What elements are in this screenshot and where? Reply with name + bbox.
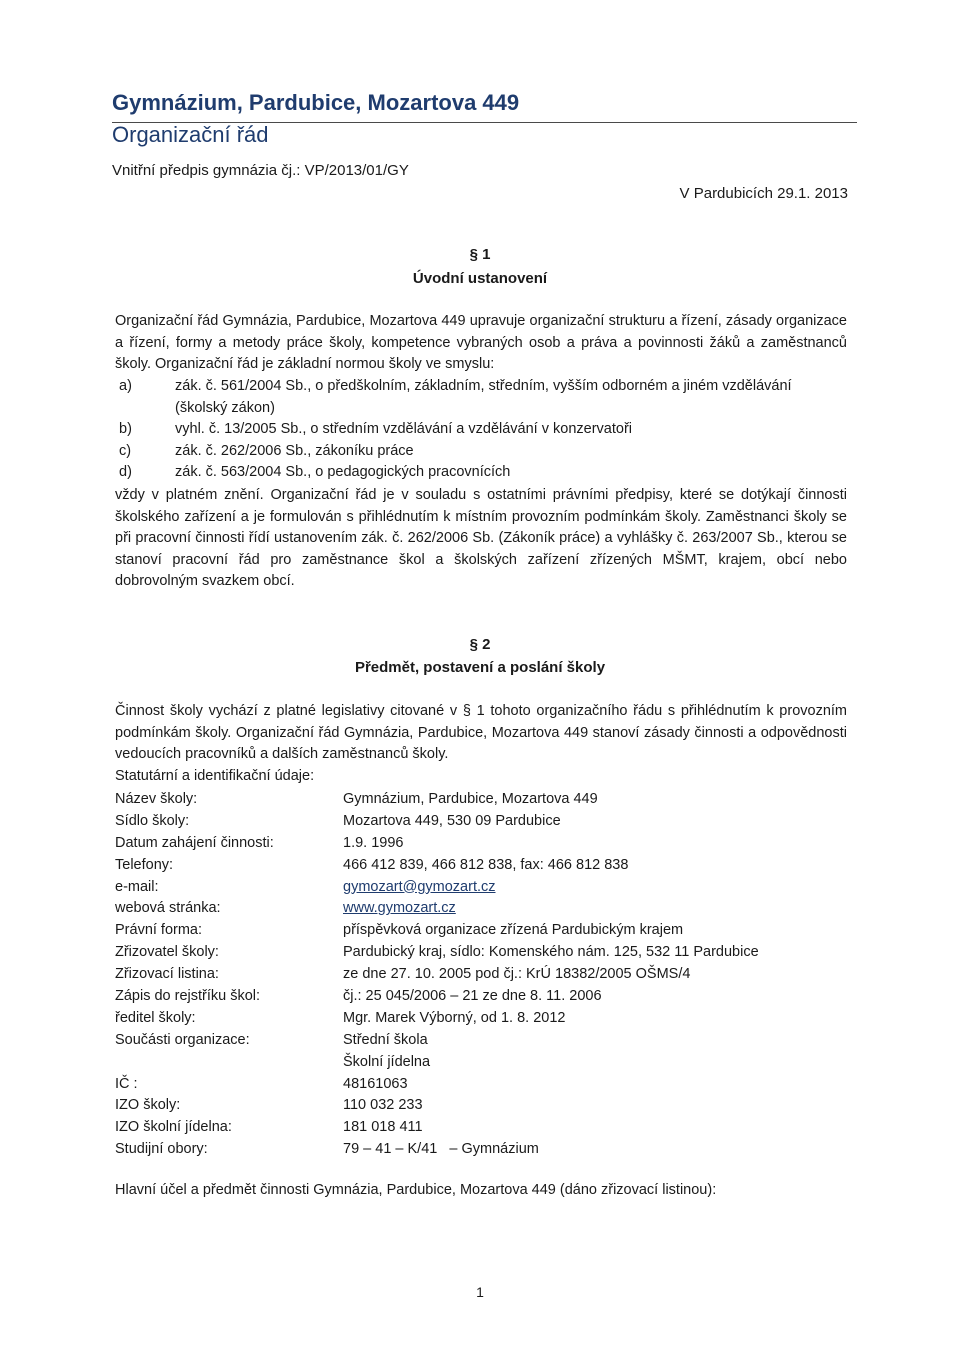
info-row [115,985,847,1007]
info-row [115,1051,847,1073]
info-label: webová stránka: [115,900,221,917]
info-value: 1.9. 1996 [343,834,404,851]
section-1-closing: vždy v platném znění. Organizační řád je v souladu s ostatními právními předpisy, které se dotýkají činnosti školského zařízení a je formulován s přihlédnutím k místním provozním podmínkám školy. Zaměstnanci školy se při pracovní činnosti řídí ustanovením zák. č. 262/2006 Sb. (Zákoník práce) a vyhlášky č. 263/2007 Sb., kterou se stanoví pracovní řád pro zaměstnance škol a školských zařízení zřízených MŠMT, krajem, obcí nebo dobrovolným svazkem obcí. [115,487,847,589]
place-and-date: V Pardubicích 29.1. 2013 [679,185,848,202]
section-1-intro: Organizační řád Gymnázia, Pardubice, Mozartova 449 upravuje organizační strukturu a řízení, zásady organizace a řízení, formy a metody práce školy, kompetence vybraných osob a práva a povinnosti žáků a zaměstnanců školy. Organizační řád je základní normou školy ve smyslu: [115,313,847,372]
info-value: Pardubický kraj, sídlo: Komenského nám. 125, 532 11 Pardubice [343,944,759,961]
info-row [115,810,847,832]
law-text: zák. č. 262/2006 Sb., zákoníku práce [175,442,414,459]
info-value: 79 – 41 – K/41 – Gymnázium [343,1141,539,1158]
info-row [115,788,847,810]
info-row [115,897,847,919]
law-marker: a) [119,378,132,394]
info-value: Gymnázium, Pardubice, Mozartova 449 [343,790,598,807]
info-label: Název školy: [115,790,198,807]
info-label: Studijní obory: [115,1141,208,1158]
info-value: 48161063 [343,1075,408,1092]
identification-table [115,788,847,1160]
info-row [115,1073,847,1095]
law-text: zák. č. 563/2004 Sb., o pedagogických pracovnících [175,464,511,480]
info-label: Telefony: [115,856,174,873]
info-row [115,1007,847,1029]
page-number: 1 [476,1284,484,1300]
info-row [115,919,847,941]
info-row [115,832,847,854]
info-row [115,1094,847,1116]
law-list [115,376,847,484]
info-label: Zřizovací listina: [115,966,219,983]
info-value: Mozartova 449, 530 09 Pardubice [343,812,561,829]
info-row [115,1116,847,1138]
info-value: 466 412 839, 466 812 838, fax: 466 812 838 [343,856,629,873]
law-marker: d) [119,464,132,480]
info-row [115,1029,847,1051]
law-item [115,419,847,441]
info-row [115,876,847,898]
info-value: 110 032 233 [343,1097,423,1114]
info-label: Zápis do rejstříku škol: [115,987,261,1004]
info-row [115,854,847,876]
info-value: 181 018 411 [343,1119,423,1136]
info-label: ředitel školy: [115,1009,196,1026]
info-row [115,963,847,985]
info-row [115,1138,847,1160]
info-label: Sídlo školy: [115,812,190,829]
section-2-title: Předmět, postavení a poslání školy [354,659,606,676]
email-link[interactable]: gymozart@gymozart.cz [343,878,496,895]
info-value: Školní jídelna [343,1053,431,1070]
info-value: ze dne 27. 10. 2005 pod čj.: KrÚ 18382/2005 OŠMS/4 [343,966,691,983]
info-label: IZO školy: [115,1097,181,1114]
info-label: Právní forma: [115,922,203,939]
school-name-heading: Gymnázium, Pardubice, Mozartova 449 [112,90,520,115]
section-2-intro: Činnost školy vychází z platné legislativy citované v § 1 tohoto organizačního řádu s přihlédnutím k provozním podmínkám školy. Organizační řád Gymnázia, Pardubice, Mozartova 449 stanoví zásady činnosti a odpovědnosti vedoucích pracovníků a dalších zaměstnanců školy. [115,703,847,762]
law-item [115,441,847,463]
law-marker: c) [119,442,132,459]
info-label: IČ : [115,1075,138,1092]
info-value: příspěvková organizace zřízená Pardubickým krajem [343,922,684,939]
info-label: e-mail: [115,878,159,895]
info-label: Datum zahájení činnosti: [115,834,274,851]
law-text: vyhl. č. 13/2005 Sb., o středním vzdělávání a vzdělávání v konzervatoři [175,421,632,437]
law-marker: b) [119,421,132,437]
section-2-number: § 2 [469,636,491,653]
info-label: Zřizovatel školy: [115,944,219,961]
statutory-heading: Statutární a identifikační údaje: [115,768,315,784]
law-text: zák. č. 561/2004 Sb., o předškolním, základním, středním, vyšším odborném a jiném vzdělávání (školský zákon) [175,378,792,416]
info-label: Součásti organizace: [115,1031,250,1048]
info-value: Střední škola [343,1031,428,1048]
document-title: Organizační řád [112,122,269,147]
main-purpose-text: Hlavní účel a předmět činnosti Gymnázia, Pardubice, Mozartova 449 (dáno zřizovací listinou): [115,1182,717,1198]
info-value: čj.: 25 045/2006 – 21 ze dne 8. 11. 2006 [343,987,602,1004]
website-link[interactable]: www.gymozart.cz [343,900,456,917]
section-1-number: § 1 [469,246,491,263]
info-value: Mgr. Marek Výborný, od 1. 8. 2012 [343,1009,566,1026]
law-item [115,462,847,484]
law-item [115,376,847,419]
document-reference: Vnitřní předpis gymnázia čj.: VP/2013/01/GY [112,162,409,179]
info-row [115,941,847,963]
section-1-title: Úvodní ustanovení [412,270,548,287]
info-label: IZO školní jídelna: [115,1119,232,1136]
